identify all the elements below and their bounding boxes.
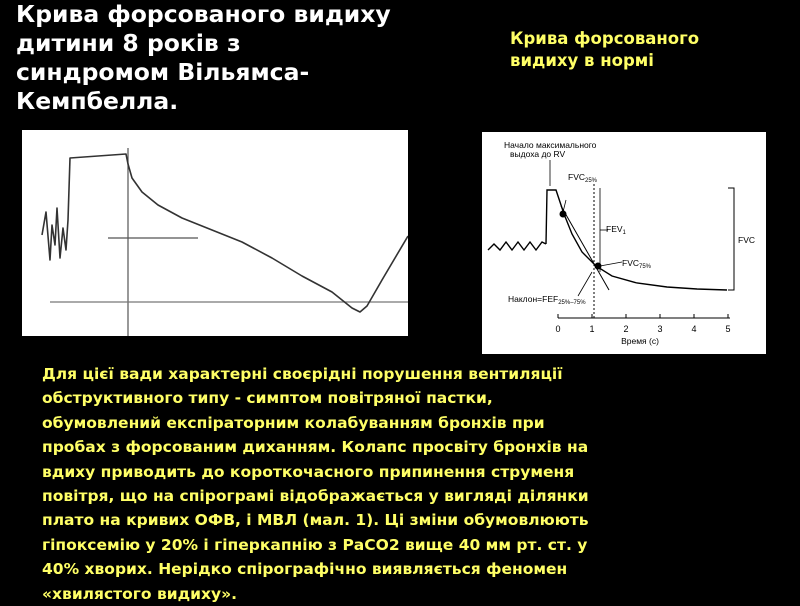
x-tick-5: 5 (725, 324, 731, 334)
x-axis-ticks (558, 314, 728, 318)
tidal-breathing-wave (488, 242, 546, 250)
normal-curve-title: Крива форсованого видиху в нормі (510, 29, 700, 70)
x-axis-label: Время (с) (621, 336, 659, 346)
fvc25-label: $FVC_{25\%}$ (568, 172, 598, 184)
x-tick-4: 4 (691, 324, 697, 334)
x-tick-1: 1 (589, 324, 595, 334)
x-tick-2: 2 (623, 324, 629, 334)
patient-flow-curve (68, 154, 408, 312)
start-label-line-2: выдоха до RV (510, 149, 566, 159)
inspiration-wave (42, 208, 68, 260)
fvc-bracket (728, 188, 734, 290)
slope-pointer (578, 272, 592, 296)
patient-curve-title: Крива форсованого видиху дитини 8 років з синдромом Вільямса- Кемпбелла. (16, 0, 391, 115)
normal-spirogram (482, 132, 766, 354)
fvc75-label: $FVC_{75\%}$ (622, 258, 652, 270)
description-paragraph: Для цієї вади характерні своєрідні порушення вентиляції обструктивного типу - симптом повітряної пастки, обумовлений експіраторним колабуванням бронхів при пробах з форсованим диханням. Колапс просвіту бронхів на вдиху приводить до короткочасного припинення струменя повітря, що на спірограмі відображається у вигляді ділянки плато на кривих ОФВ, і МВЛ (мал. 1). Ці зміни обумовлюють гіпоксемію у 20% і гіперкапнію з РаСО2 вище 40 мм рт. ст. у 40% хворих. Нерідко спірографічно виявляється феномен «хвилястого видиху». (42, 365, 589, 603)
fev1-label: $FEV_1$ (606, 224, 626, 236)
x-tick-3: 3 (657, 324, 663, 334)
fvc-label: FVC (738, 235, 755, 245)
x-tick-0: 0 (555, 324, 561, 334)
fvc75-pointer (600, 262, 622, 266)
slope-label: $Наклон=FEF_{25\%-75\%}$ (508, 294, 586, 306)
normal-flow-curve (546, 190, 727, 290)
fvc25-pointer (563, 200, 566, 212)
start-label-line-1: Начало максимального (504, 140, 597, 150)
fef-slope-line (561, 206, 609, 290)
patient-spirogram (22, 130, 408, 336)
